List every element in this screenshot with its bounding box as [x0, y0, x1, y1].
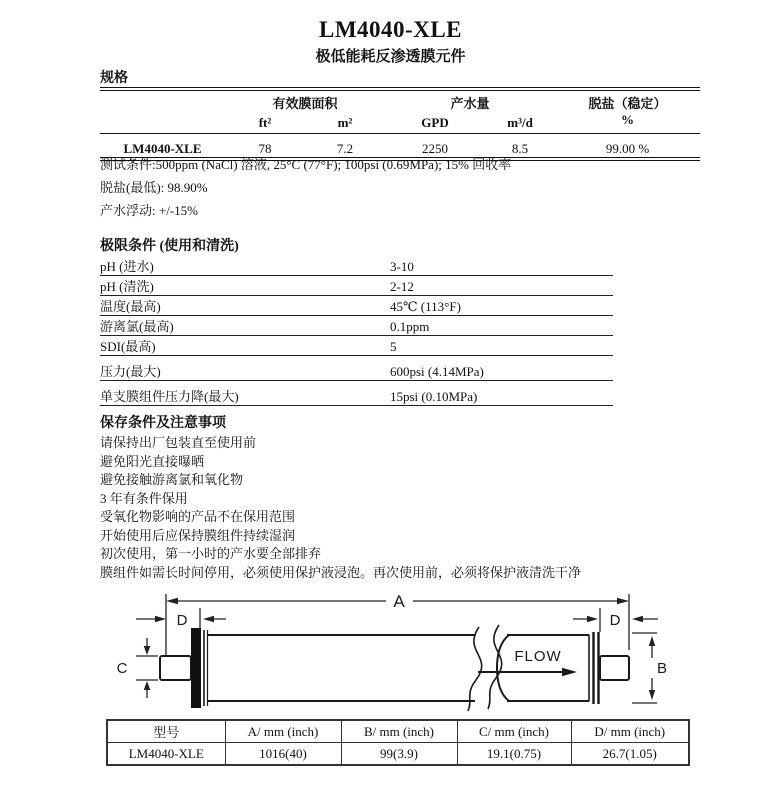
spec-group-rejection [555, 89, 700, 134]
limit-value: 0.1ppm [390, 319, 430, 334]
dim-c-label: C [116, 660, 128, 677]
limits-table [100, 256, 613, 406]
specs-section-heading: 规格 [100, 71, 128, 86]
limit-label: pH (进水) [100, 259, 154, 274]
storage-notes-list [100, 434, 581, 582]
dimensions-table [106, 719, 690, 766]
storage-item: 受氧化物影响的产品不在保用范围 [100, 509, 296, 524]
limit-row-pressure [100, 361, 613, 381]
dimension-c [136, 638, 158, 698]
limit-row-temperature [100, 296, 613, 316]
dims-header-d: D/ mm (inch) [571, 720, 689, 743]
product-subtitle: 极低能耗反渗透膜元件 [315, 49, 466, 65]
limit-value: 3-10 [390, 259, 414, 274]
limit-row-ph-feed [100, 256, 613, 276]
spec-table [100, 87, 700, 161]
spec-rejection-value: 99.00 % [605, 141, 650, 156]
test-conditions-notes [100, 153, 511, 222]
dims-c-value: 19.1(0.75) [457, 743, 571, 766]
spec-group-flow: 产水量 [450, 96, 490, 111]
dimension-b [632, 633, 657, 703]
membrane-element-body [160, 625, 629, 711]
storage-item: 3 年有条件保用 [100, 490, 188, 506]
storage-item: 初次使用，第一小时的产水要全部排弃 [100, 546, 322, 561]
limit-label: SDI(最高) [100, 339, 156, 354]
dims-b-value: 99(3.9) [341, 743, 457, 766]
spec-rejection-line1: 脱盐（稳定） [588, 96, 667, 111]
limit-value: 5 [390, 339, 397, 354]
limit-row-chlorine [100, 316, 613, 336]
membrane-element-dimension-diagram [110, 582, 680, 722]
spec-area-ft2: 78 [258, 141, 272, 156]
dims-header-b: B/ mm (inch) [341, 720, 457, 743]
note-test-conditions: 测试条件:500ppm (NaCl) 溶液, 25°C (77°F); 100psi (0.69MPa); 15% 回收率 [100, 157, 512, 172]
spec-empty-cell [100, 112, 225, 134]
dims-header-c: C/ mm (inch) [457, 720, 571, 743]
spec-empty-cell [100, 89, 225, 112]
flow-indicator [478, 648, 577, 676]
limit-value: 45℃ (113°F) [390, 299, 461, 314]
storage-item: 请保持出厂包装直至使用前 [100, 435, 257, 450]
storage-section-heading: 保存条件及注意事项 [100, 416, 226, 431]
break-line [468, 627, 482, 711]
dims-d-value: 26.7(1.05) [571, 743, 689, 766]
flow-label: FLOW [514, 648, 562, 665]
limit-label: 单支膜组件压力降(最大) [100, 389, 239, 404]
dims-header-a: A/ mm (inch) [225, 720, 341, 743]
permeate-tube-stub-right [600, 656, 629, 680]
limit-label: 游离氯(最高) [100, 319, 174, 334]
spec-unit-gpd: GPD [385, 112, 485, 134]
limit-label: 压力(最大) [100, 364, 161, 379]
break-line [488, 625, 502, 709]
dim-b-label: B [656, 660, 668, 677]
end-cap-left [191, 628, 201, 708]
spec-area-m2: 7.2 [336, 141, 354, 156]
spec-group-header-row [100, 89, 700, 112]
permeate-tube-stub-left [160, 656, 191, 680]
limit-value: 600psi (4.14MPa) [390, 364, 484, 379]
storage-item: 开始使用后应保持膜组件持续湿润 [100, 527, 296, 543]
dims-a-value: 1016(40) [225, 743, 341, 766]
dimensions-header-row [107, 720, 689, 743]
spec-group-area: 有效膜面积 [272, 96, 338, 111]
spec-flow-gpd: 2250 [422, 141, 449, 156]
limit-row-ph-clean [100, 276, 613, 296]
storage-item: 避免接触游离氯和氧化物 [100, 472, 244, 487]
limit-row-sdi [100, 336, 613, 356]
limit-value: 15psi (0.10MPa) [390, 389, 478, 404]
dim-d-right-label: D [609, 612, 621, 629]
spec-flow-m3d: 8.5 [511, 141, 529, 156]
limits-section-heading: 极限条件 (使用和清洗) [100, 239, 239, 254]
limit-label: 温度(最高) [100, 299, 161, 314]
spec-unit-m2: m² [305, 112, 385, 134]
note-min-rejection: 脱盐(最低): 98.90% [100, 180, 208, 195]
dims-model: LM4040-XLE [107, 743, 225, 766]
spec-unit-ft2: ft² [225, 112, 305, 134]
note-flow-tolerance: 产水浮动: +/-15% [100, 203, 198, 218]
spec-model: LM4040-XLE [123, 141, 202, 156]
dims-header-model: 型号 [107, 720, 225, 743]
limit-label: pH (清洗) [100, 279, 154, 294]
product-title: LM4040-XLE [319, 17, 462, 42]
limit-row-pressure-drop [100, 386, 613, 406]
dim-d-left-label: D [176, 612, 188, 629]
storage-item: 膜组件如需长时间停用，必须使用保护液浸泡。再次使用前，必须将保护液清洗干净 [100, 564, 582, 580]
dimensions-data-row [107, 743, 689, 766]
dim-a-label: A [393, 592, 405, 611]
storage-item: 避免阳光直接曝晒 [100, 453, 205, 469]
spec-unit-m3d: m³/d [485, 112, 555, 134]
spec-rejection-line2: % [621, 112, 635, 127]
flow-arrowhead [562, 668, 577, 676]
limit-value: 2-12 [390, 279, 414, 294]
